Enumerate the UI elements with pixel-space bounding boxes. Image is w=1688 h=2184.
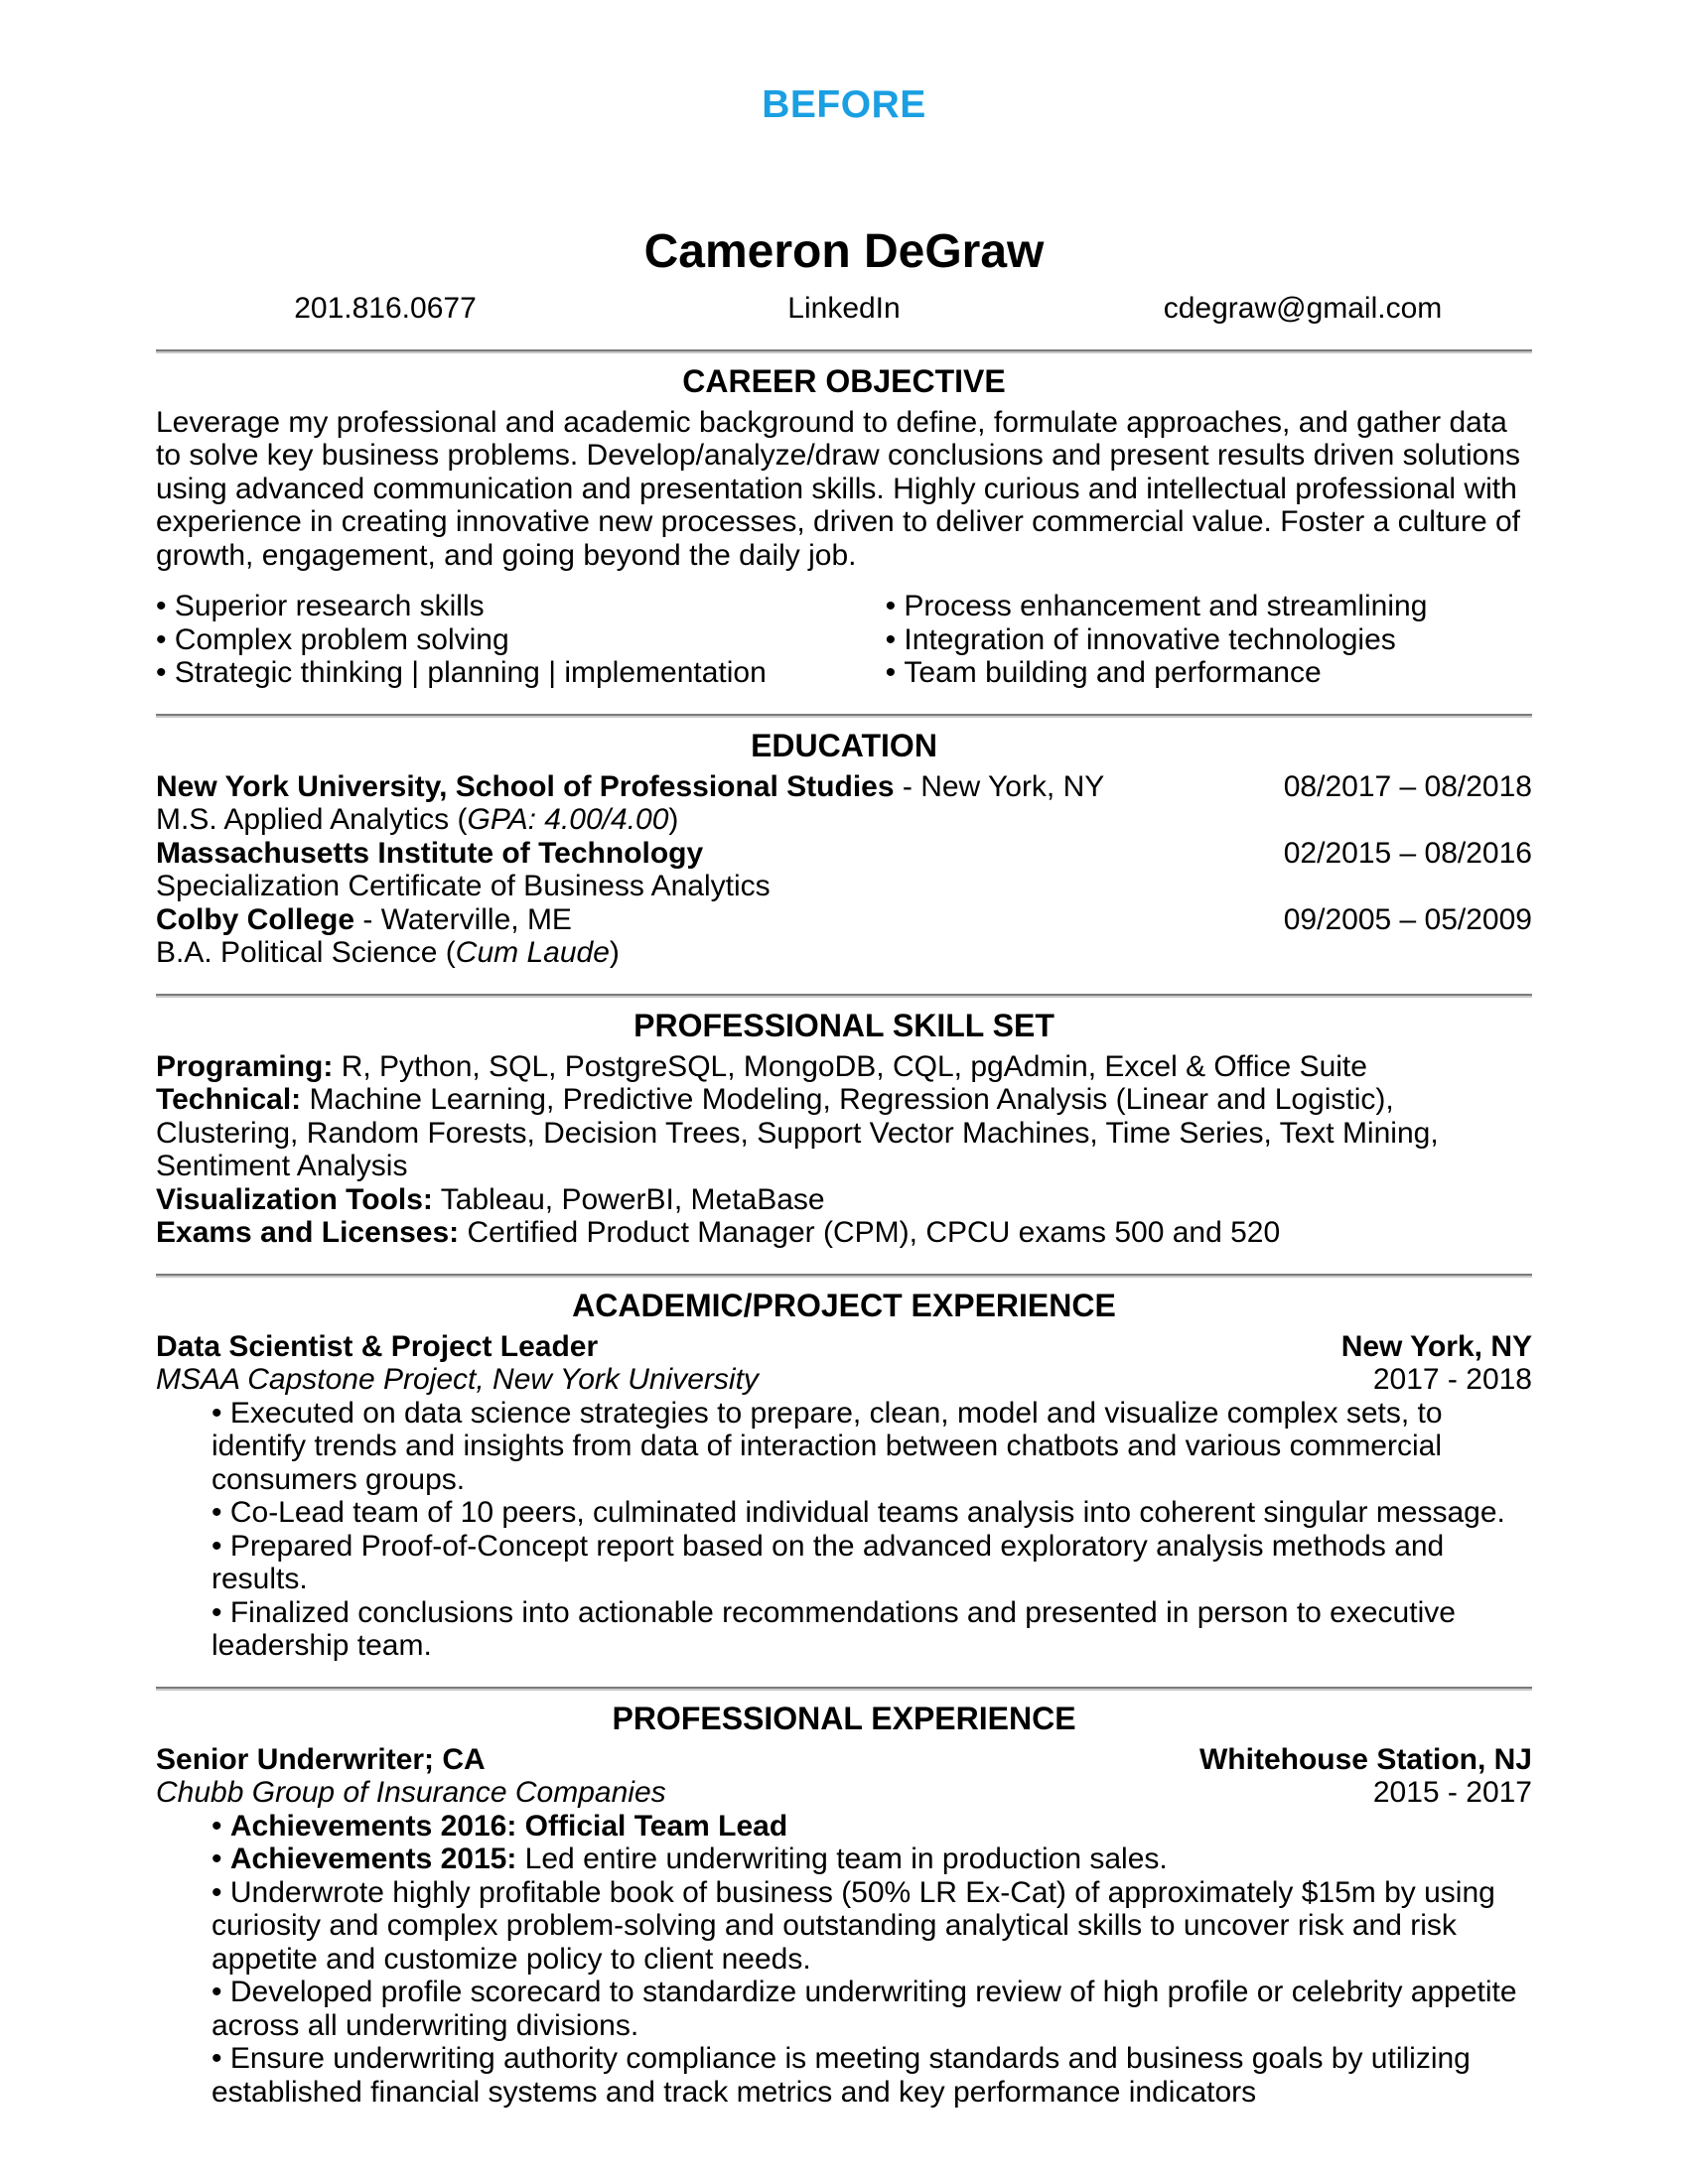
- education-item: [156, 903, 1532, 970]
- skill-line: [156, 1050, 1532, 1084]
- organization-name: MSAA Capstone Project, New York University: [156, 1363, 759, 1396]
- section-divider: [156, 994, 1532, 998]
- degree-line: B.A. Political Science (Cum Laude): [156, 936, 620, 969]
- list-item: • Complex problem solving: [156, 623, 886, 657]
- contact-row: [156, 292, 1532, 326]
- education-dates: 02/2015 – 08/2016: [1283, 836, 1532, 870]
- linkedin-link[interactable]: LinkedIn: [787, 292, 901, 325]
- education-item: [156, 770, 1532, 837]
- bullet-item: • Developed profile scorecard to standardize underwriting review of high profile or celebrity appetite across all underwriting divisions.: [156, 1976, 1532, 2042]
- bullet-item: • Prepared Proof-of-Concept report based on the advanced exploratory analysis methods and results.: [156, 1530, 1532, 1596]
- section-divider: [156, 1274, 1532, 1278]
- list-item: • Integration of innovative technologies: [886, 623, 1532, 657]
- before-label: BEFORE: [762, 83, 926, 126]
- section-heading-professional-experience: PROFESSIONAL EXPERIENCE: [612, 1700, 1076, 1736]
- section-divider: [156, 349, 1532, 353]
- section-divider: [156, 1687, 1532, 1691]
- experience-header-row: [156, 1743, 1532, 1777]
- phone-number: 201.816.0677: [294, 292, 477, 325]
- job-title: Senior Underwriter; CA: [156, 1742, 486, 1776]
- skill-line: [156, 1216, 1532, 1250]
- bullet-item: • Achievements 2016: Official Team Lead: [156, 1810, 1532, 1843]
- core-skills-column-right: [886, 590, 1532, 690]
- section-divider: [156, 714, 1532, 718]
- career-objective-paragraph: Leverage my professional and academic background to define, formulate approaches, and gather data to solve key business problems. Develop/analyze/draw conclusions and present results driven solutions using advanced communication and presentation skills. Highly curious and intellectual professional with experience in creating innovative new processes, driven to deliver commercial value. Foster a culture of growth, engagement, and going beyond the daily job.: [156, 405, 1521, 572]
- section-heading-skill-set: PROFESSIONAL SKILL SET: [633, 1007, 1055, 1043]
- skill-category-label: Exams and Licenses:: [156, 1216, 460, 1249]
- job-title: Data Scientist & Project Leader: [156, 1329, 599, 1363]
- bullet-item: • Achievements 2015: Led entire underwriting team in production sales.: [156, 1843, 1532, 1876]
- skill-category-label: Visualization Tools:: [156, 1182, 433, 1216]
- list-item: • Team building and performance: [886, 656, 1532, 690]
- school-location: - Waterville, ME: [354, 902, 572, 936]
- skill-line: [156, 1083, 1532, 1183]
- job-location: Whitehouse Station, NJ: [1198, 1742, 1532, 1776]
- school-name: New York University, School of Professional Studies: [156, 769, 895, 803]
- degree-line: Specialization Certificate of Business Analytics: [156, 870, 771, 902]
- degree-line: M.S. Applied Analytics (GPA: 4.00/4.00): [156, 803, 679, 836]
- school-name: Massachusetts Institute of Technology: [156, 836, 704, 870]
- list-item: • Process enhancement and streamlining: [886, 590, 1532, 623]
- bullet-item: • Ensure underwriting authority compliance is meeting standards and business goals by utilizing established financial systems and track metrics and key performance indicators: [156, 2042, 1532, 2109]
- email-address: cdegraw@gmail.com: [1163, 292, 1443, 325]
- resume-page: [156, 226, 1532, 2109]
- education-dates: 08/2017 – 08/2018: [1283, 769, 1532, 803]
- bullet-item: • Co-Lead team of 10 peers, culminated individual teams analysis into coherent singular message.: [156, 1496, 1532, 1530]
- section-heading-career-objective: CAREER OBJECTIVE: [682, 362, 1006, 399]
- section-heading-academic-experience: ACADEMIC/PROJECT EXPERIENCE: [572, 1287, 1116, 1323]
- skill-category-label: Programing:: [156, 1049, 334, 1083]
- skill-category-values: Tableau, PowerBI, MetaBase: [432, 1182, 825, 1216]
- bullet-item: • Executed on data science strategies to prepare, clean, model and visualize complex sets, to identify trends and insights from data of interaction between chatbots and various commercial consumers groups.: [156, 1397, 1532, 1497]
- experience-subheader-row: [156, 1363, 1532, 1397]
- core-skills-column-left: [156, 590, 886, 690]
- skill-line: [156, 1183, 1532, 1217]
- skill-category-values: Machine Learning, Predictive Modeling, Regression Analysis (Linear and Logistic), Clustering, Random Forests, Decision Trees, Support Vector Machines, Time Series, Text Mining, Sentiment Analysis: [156, 1083, 1439, 1182]
- skill-category-values: Certified Product Manager (CPM), CPCU exams 500 and 520: [459, 1216, 1281, 1249]
- education-item: [156, 837, 1532, 903]
- education-dates: 09/2005 – 05/2009: [1283, 902, 1532, 936]
- bullet-item: • Finalized conclusions into actionable recommendations and presented in person to executive leadership team.: [156, 1596, 1532, 1663]
- job-location: New York, NY: [1340, 1329, 1532, 1363]
- skill-category-label: Technical:: [156, 1083, 302, 1116]
- bullet-item: • Underwrote highly profitable book of business (50% LR Ex-Cat) of approximately $15m by using curiosity and complex problem-solving and outstanding analytical skills to uncover risk and risk appetite and customize policy to client needs.: [156, 1876, 1532, 1977]
- skill-category-values: R, Python, SQL, PostgreSQL, MongoDB, CQL, pgAdmin, Excel & Office Suite: [333, 1049, 1367, 1083]
- school-name: Colby College: [156, 902, 355, 936]
- section-heading-education: EDUCATION: [751, 727, 937, 763]
- experience-subheader-row: [156, 1776, 1532, 1810]
- experience-dates: 2015 - 2017: [1372, 1776, 1532, 1809]
- list-item: • Strategic thinking | planning | implementation: [156, 656, 886, 690]
- list-item: • Superior research skills: [156, 590, 886, 623]
- school-location: - New York, NY: [894, 769, 1105, 803]
- organization-name: Chubb Group of Insurance Companies: [156, 1776, 666, 1809]
- experience-dates: 2017 - 2018: [1372, 1363, 1532, 1396]
- candidate-name: Cameron DeGraw: [643, 225, 1045, 278]
- core-skills-columns: [156, 590, 1532, 690]
- experience-header-row: [156, 1330, 1532, 1364]
